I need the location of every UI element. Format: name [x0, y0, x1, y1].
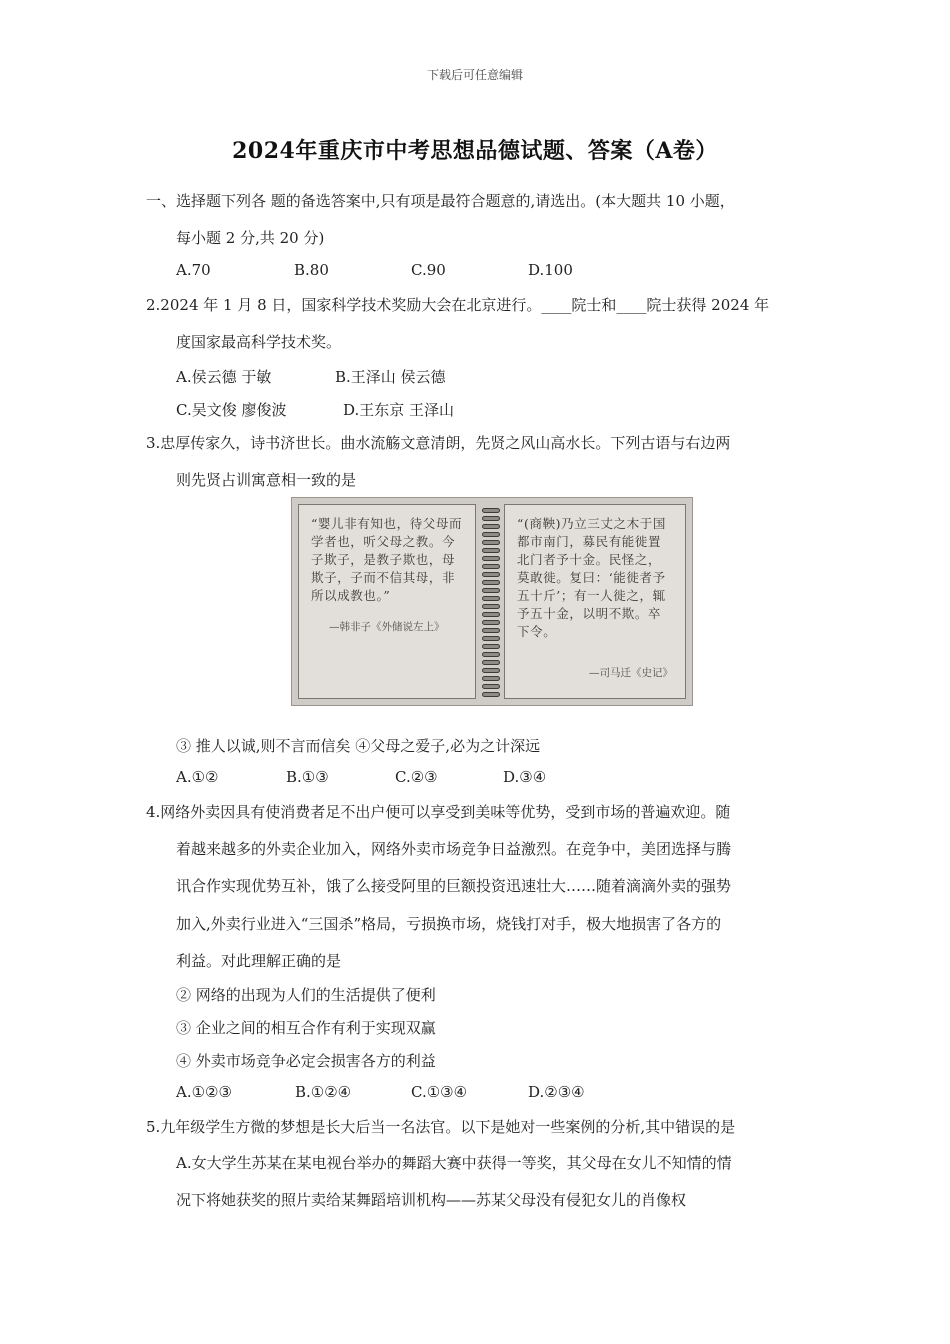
q1-option-b: B.80 — [294, 261, 329, 279]
q4-statement-2: ② 网络的出现为人们的生活提供了便利 — [176, 986, 436, 1004]
q4-statement-3: ③ 企业之间的相互合作有利于实现双赢 — [176, 1019, 436, 1037]
q2-line-1: 2.2024 年 1 月 8 日，国家科学技术奖励大会在北京进行。____院士和____院士获得 2024 年 — [146, 296, 770, 314]
q5-line-3: 况下将她获奖的照片卖给某舞蹈培训机构——苏某父母没有侵犯女儿的肖像权 — [176, 1191, 687, 1209]
spiral-ring — [482, 572, 500, 577]
spiral-ring — [482, 644, 500, 649]
page-title: 2024年重庆市中考思想品德试题、答案（A卷） — [232, 138, 718, 164]
spiral-ring — [482, 676, 500, 681]
spiral-ring — [482, 508, 500, 513]
q1-option-a: A.70 — [176, 261, 211, 279]
q1-line-2: 每小题 2 分,共 20 分) — [176, 229, 325, 247]
q4-statement-4: ④ 外卖市场竞争必定会损害各方的利益 — [176, 1052, 436, 1070]
spiral-ring — [482, 564, 500, 569]
spiral-ring — [482, 580, 500, 585]
q1-line-1: 一、选择题下列各 题的备选答案中,只有项是最符合题意的,请选出。(本大题共 10 小题， — [146, 192, 735, 210]
q1-option-d: D.100 — [528, 261, 573, 279]
spiral-ring — [482, 516, 500, 521]
spiral-ring — [482, 596, 500, 601]
q3-option-d: D.③④ — [503, 768, 547, 786]
q3-option-a: A.①② — [176, 768, 219, 786]
q2-option-b: B.王泽山 侯云德 — [335, 368, 446, 386]
spiral-ring — [482, 636, 500, 641]
q2-option-c: C.吴文俊 廖俊波 — [176, 401, 287, 419]
spiral-ring — [482, 604, 500, 609]
q4-line-3: 讯合作实现优势互补，饿了么接受阿里的巨额投资迅速壮大……随着滴滴外卖的强势 — [176, 877, 732, 895]
q3-option-c: C.②③ — [395, 768, 438, 786]
notebook-left-source: —韩非子《外储说左上》 — [329, 621, 445, 633]
notebook-right-text: “(商鞅)乃立三丈之木于国都市南门，募民有能徙置北门者予十金。民怪之，莫敢徙。复曰：‘能徙者予五十斤’；有一人徙之，辄予五十金，以明不欺。卒下令。 — [517, 516, 666, 639]
notebook-left-page — [298, 504, 476, 699]
notebook-image — [291, 497, 693, 706]
spiral-ring — [482, 660, 500, 665]
spiral-ring — [482, 684, 500, 689]
q4-line-5: 利益。对此理解正确的是 — [176, 952, 342, 970]
spiral-ring — [482, 612, 500, 617]
spiral-ring — [482, 532, 500, 537]
spiral-ring — [482, 524, 500, 529]
spiral-ring — [482, 588, 500, 593]
q3-line-2: 则先贤占训寓意相一致的是 — [176, 471, 357, 489]
q2-option-a: A.侯云德 于敏 — [176, 368, 272, 386]
q4-option-a: A.①②③ — [176, 1083, 232, 1101]
q1-option-c: C.90 — [411, 261, 446, 279]
spiral-ring — [482, 548, 500, 553]
q2-line-2: 度国家最高科学技术奖。 — [176, 333, 342, 351]
spiral-ring — [482, 556, 500, 561]
q5-line-2: A.女大学生苏某在某电视台举办的舞蹈大赛中获得一等奖，其父母在女儿不知情的情 — [176, 1154, 732, 1172]
spiral-ring — [482, 620, 500, 625]
page-header: 下载后可任意编辑 — [426, 68, 523, 82]
q4-line-2: 着越来越多的外卖企业加入，网络外卖市场竞争日益激烈。在竞争中，美团选择与腾 — [176, 840, 732, 858]
q4-option-c: C.①③④ — [411, 1083, 468, 1101]
q3-line-1: 3.忠厚传家久，诗书济世长。曲水流觞文意清朗，先贤之风山高水长。下列古语与右边两 — [146, 434, 731, 452]
q4-line-4: 加入,外卖行业进入“三国杀”格局，亏损换市场，烧钱打对手，极大地损害了各方的 — [176, 915, 722, 933]
spiral-ring — [482, 628, 500, 633]
notebook-left-text: “婴儿非有知也，待父母而学者也，听父母之教。今子欺子，是教子欺也，母欺子，子而不信其母，非所以成教也。” — [311, 516, 463, 603]
q3-statements: ③ 推人以诚,则不言而信矣 ④父母之爱子,必为之计深远 — [176, 737, 541, 755]
spiral-ring — [482, 668, 500, 673]
q4-option-d: D.②③④ — [528, 1083, 585, 1101]
q5-line-1: 5.九年级学生方微的梦想是长大后当一名法官。以下是她对一些案例的分析,其中错误的是 — [146, 1118, 736, 1136]
q3-option-b: B.①③ — [286, 768, 329, 786]
notebook-spiral-binding — [480, 504, 502, 699]
spiral-ring — [482, 540, 500, 545]
q2-option-d: D.王东京 王泽山 — [343, 401, 455, 419]
notebook-right-source: —司马迁《史记》 — [589, 667, 673, 679]
spiral-ring — [482, 652, 500, 657]
spiral-ring — [482, 692, 500, 697]
q4-line-1: 4.网络外卖因具有使消费者足不出户便可以享受到美味等优势，受到市场的普遍欢迎。随 — [146, 803, 731, 821]
q4-option-b: B.①②④ — [295, 1083, 352, 1101]
notebook-right-page — [504, 504, 686, 699]
